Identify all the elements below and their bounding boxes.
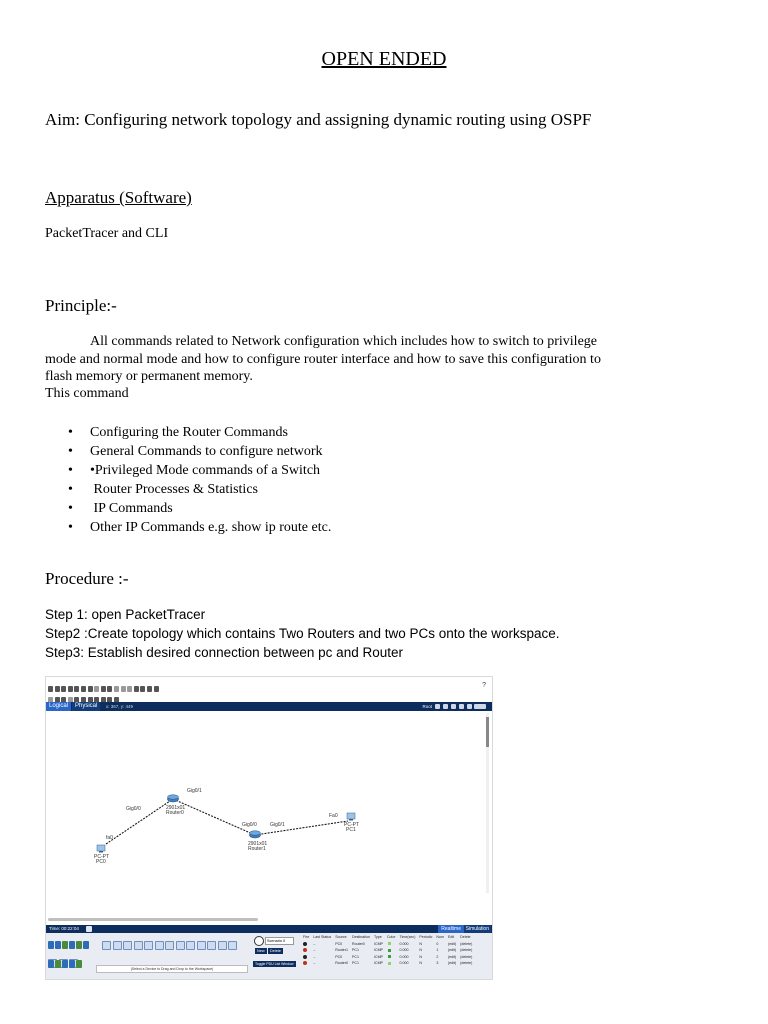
time-cell: 0.000	[399, 954, 409, 959]
edit-link[interactable]: (edit)	[447, 948, 457, 953]
device-status-text: (Select a Device to Drag and Drop to the Workspace)	[96, 965, 248, 973]
column-header: Num	[436, 935, 444, 939]
num-cell: 1	[436, 948, 439, 953]
link-router0-router1[interactable]	[173, 799, 255, 835]
step-item: Step3: Establish desired connection between pc and Router	[45, 645, 403, 660]
table-row[interactable]	[301, 947, 474, 954]
realtime-mode-button[interactable]: Realtime	[438, 925, 464, 933]
table-row[interactable]	[301, 941, 474, 948]
router1-gig01-label: Gig0/1	[270, 822, 285, 828]
delete-link[interactable]: (delete)	[460, 941, 473, 946]
device-model-icon[interactable]	[228, 941, 237, 950]
apparatus-heading: Apparatus (Software)	[45, 188, 192, 207]
tools-toolbar	[48, 691, 490, 701]
procedure-heading: Procedure :-	[45, 569, 129, 588]
periodic-cell: N	[419, 954, 422, 959]
column-header: Time(sec)	[399, 935, 416, 939]
server-category-icon[interactable]	[55, 960, 61, 968]
principle-paragraph: All commands related to Network configuration which includes how to switch to privilege mode and normal mode and how to configure router interface and how to save this configuration to flash memory or permanent memory.	[45, 334, 601, 384]
source-cell: PC0	[335, 941, 343, 946]
pc0-name-label: PC0	[96, 859, 106, 865]
column-header: Color	[386, 935, 396, 939]
router1-model-label: 2901x01	[248, 841, 268, 847]
list-item: • Router Processes & Statistics	[68, 480, 331, 499]
hubs-category-icon[interactable]	[62, 941, 68, 949]
num-cell: 3	[436, 961, 439, 966]
status-cell: --	[313, 941, 316, 946]
color-cell	[385, 954, 398, 961]
periodic-cell: N	[419, 961, 422, 966]
fire-cell[interactable]	[301, 947, 311, 954]
fire-icon[interactable]	[303, 955, 307, 959]
set-tiled-background-icon[interactable]	[459, 704, 464, 709]
aim-text: Aim: Configuring network topology and assigning dynamic routing using OSPF	[45, 110, 592, 129]
list-item: • Other IP Commands e.g. show ip route etc.	[68, 518, 331, 537]
fire-icon[interactable]	[303, 948, 307, 952]
color-swatch	[388, 955, 391, 958]
list-item: • Configuring the Router Commands	[68, 423, 331, 442]
device-model-icon[interactable]	[197, 941, 206, 950]
wireless-category-icon[interactable]	[69, 941, 75, 949]
scenario-select[interactable]: Scenario 0	[265, 937, 294, 945]
time-bar	[46, 925, 492, 933]
simulation-mode-button[interactable]: Simulation	[465, 926, 489, 932]
router0-gig00-label: Gig0/0	[126, 806, 141, 812]
time-icon[interactable]	[474, 704, 486, 709]
pdu-list-table	[301, 934, 474, 967]
router0-name-label: Router0	[166, 810, 184, 816]
switches-category-icon[interactable]	[55, 941, 61, 949]
destination-cell: PC1	[351, 961, 359, 966]
fire-cell[interactable]	[301, 954, 311, 961]
time-display: Time: 00:22:04	[49, 926, 79, 931]
scrollbar-thumb[interactable]	[486, 717, 489, 747]
connections-category-icon[interactable]	[76, 941, 82, 949]
list-item: • General Commands to configure network	[68, 442, 331, 461]
periodic-cell: N	[419, 948, 422, 953]
viewport-icon[interactable]	[467, 704, 472, 709]
source-cell: PC0	[335, 954, 343, 959]
fire-cell[interactable]	[301, 941, 311, 948]
device-model-icon[interactable]	[144, 941, 153, 950]
router0-icon[interactable]	[168, 795, 179, 802]
device-model-icon[interactable]	[102, 941, 111, 950]
destination-cell: PC1	[351, 948, 359, 953]
pc1-name-label: PC1	[346, 827, 356, 833]
pc0-port-label: fa0	[106, 835, 113, 841]
pc1-icon[interactable]	[347, 813, 355, 821]
routers-category-icon[interactable]	[48, 941, 54, 949]
list-item: • IP Commands	[68, 499, 331, 518]
color-cell	[385, 947, 398, 954]
new-scenario-button[interactable]: New	[257, 949, 265, 953]
column-header: Type	[373, 935, 382, 939]
delete-link[interactable]: (delete)	[460, 954, 473, 959]
fire-icon[interactable]	[303, 961, 307, 965]
status-cell: --	[313, 954, 316, 959]
step-item: Step2 :Create topology which contains Two Routers and two PCs onto the workspace.	[45, 626, 560, 641]
color-cell	[385, 941, 398, 948]
type-cell: ICMP	[373, 961, 383, 966]
main-toolbar	[48, 680, 490, 690]
delete-link[interactable]: (delete)	[460, 961, 473, 966]
principle-command-line: This command	[45, 386, 129, 401]
router1-name-label: Router1	[248, 846, 266, 852]
delete-scenario-button[interactable]: Delete	[270, 949, 281, 953]
edit-link[interactable]: (edit)	[447, 941, 457, 946]
source-cell: Router1	[335, 948, 348, 953]
pc0-icon[interactable]	[97, 845, 105, 853]
procedure-steps	[45, 605, 560, 662]
status-cell: --	[313, 961, 316, 966]
step-item: Step 1: open PacketTracer	[45, 607, 206, 622]
toggle-pdu-list-button[interactable]: Toggle PDU List Window	[255, 962, 294, 966]
device-model-icon[interactable]	[113, 941, 122, 950]
periodic-cell: N	[419, 941, 422, 946]
destination-cell: Router0	[351, 941, 365, 946]
type-cell: ICMP	[373, 941, 383, 946]
router0-model-label: 2901x01	[166, 805, 186, 811]
bottom-panel	[46, 925, 492, 979]
status-cell: --	[313, 948, 316, 953]
router1-gig00-label: Gig0/0	[242, 822, 257, 828]
pc-category-icon[interactable]	[48, 960, 54, 968]
pc1-port-label: Fa0	[329, 813, 338, 819]
color-swatch	[388, 942, 391, 945]
time-cell: 0.000	[399, 941, 409, 946]
source-cell: Router0	[335, 961, 348, 966]
device-category-row	[48, 936, 248, 948]
pc1-model-label: PC-PT	[344, 822, 359, 828]
pdu-list-body	[301, 941, 474, 967]
time-cell: 0.000	[399, 961, 409, 966]
workspace-navbar	[46, 702, 492, 711]
command-list	[68, 423, 331, 537]
column-header: Fire	[303, 935, 310, 939]
fire-cell[interactable]	[301, 960, 311, 967]
help-icon[interactable]: ?	[482, 682, 486, 689]
tab-logical[interactable]: Logical	[46, 702, 71, 711]
edit-link[interactable]: (edit)	[447, 954, 457, 959]
tablet-category-icon[interactable]	[76, 960, 82, 968]
topology-canvas	[46, 711, 492, 917]
device-model-icon[interactable]	[218, 941, 227, 950]
time-cell: 0.000	[399, 948, 409, 953]
color-swatch	[388, 962, 391, 965]
root-label[interactable]: Root	[422, 704, 432, 709]
column-header: Destination	[351, 935, 370, 939]
table-row[interactable]	[301, 954, 474, 961]
table-header-row	[301, 934, 474, 941]
delete-link[interactable]: (delete)	[460, 948, 473, 953]
scenario-icon	[254, 936, 264, 946]
device-model-icon[interactable]	[155, 941, 164, 950]
fire-icon[interactable]	[303, 942, 307, 946]
table-row[interactable]	[301, 960, 474, 967]
play-icon[interactable]	[86, 926, 92, 932]
column-header: Source	[335, 935, 347, 939]
type-cell: ICMP	[373, 954, 383, 959]
workspace-vertical-scrollbar[interactable]	[486, 713, 489, 893]
edit-link[interactable]: (edit)	[447, 961, 457, 966]
packet-tracer-screenshot	[45, 676, 493, 980]
link-router1-pc1[interactable]	[255, 821, 348, 835]
device-model-icon[interactable]	[123, 941, 132, 950]
color-cell	[385, 960, 398, 967]
type-cell: ICMP	[373, 948, 383, 953]
column-header: Periodic	[419, 935, 433, 939]
pc0-model-label: PC-PT	[94, 854, 109, 860]
new-cluster-icon[interactable]	[443, 704, 448, 709]
device-model-icon[interactable]	[134, 941, 143, 950]
move-object-icon[interactable]	[451, 704, 456, 709]
device-model-icon[interactable]	[186, 941, 195, 950]
num-cell: 0	[436, 941, 439, 946]
document-title: OPEN ENDED	[321, 48, 447, 70]
printer-category-icon[interactable]	[62, 960, 68, 968]
num-cell: 2	[436, 954, 439, 959]
column-header: Last Status	[313, 935, 332, 939]
list-item: • •Privileged Mode commands of a Switch	[68, 461, 331, 480]
apparatus-text: PacketTracer and CLI	[45, 226, 169, 241]
principle-heading: Principle:-	[45, 296, 117, 315]
workspace-horizontal-scrollbar[interactable]	[48, 918, 258, 921]
device-model-icon[interactable]	[207, 941, 216, 950]
destination-cell: PC1	[351, 954, 359, 959]
phone-category-icon[interactable]	[69, 960, 75, 968]
column-header: Edit	[447, 935, 455, 939]
device-model-icon[interactable]	[176, 941, 185, 950]
scenario-panel	[252, 934, 300, 979]
color-swatch	[388, 949, 391, 952]
end-devices-category-icon[interactable]	[83, 941, 89, 949]
router1-icon[interactable]	[250, 831, 261, 838]
column-header: Delete	[460, 935, 471, 939]
cursor-coordinates: x: 367, y: 449	[106, 704, 134, 709]
device-model-icon[interactable]	[165, 941, 174, 950]
router0-gig01-label: Gig0/1	[187, 788, 202, 794]
tab-physical[interactable]: Physical	[72, 702, 100, 711]
back-icon[interactable]	[435, 704, 440, 709]
